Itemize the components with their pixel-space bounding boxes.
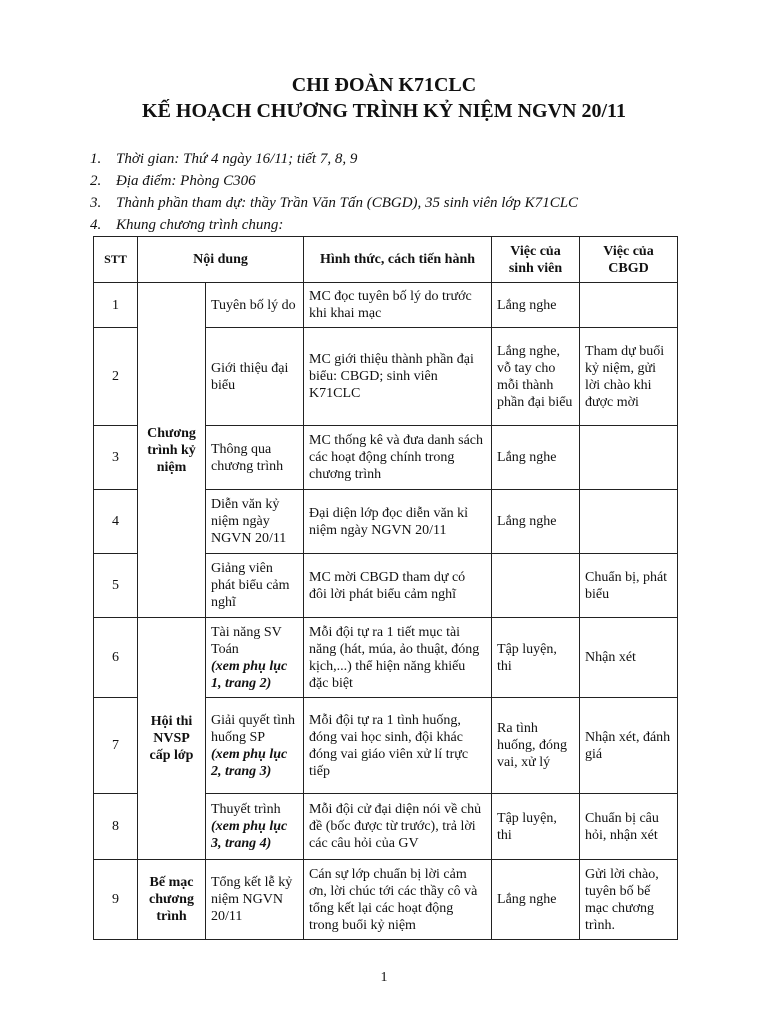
row-stt: 3 [94,426,138,490]
header-student: Việc của sinh viên [492,237,580,283]
info-item-participants [90,192,578,214]
row-stt: 4 [94,490,138,554]
row-student: Ra tình huống, đóng vai, xử lý [492,698,580,794]
header-teacher: Việc của CBGD [580,237,678,283]
row-item [206,698,304,794]
row-stt: 5 [94,554,138,618]
row-method: Cán sự lớp chuẩn bị lời cảm ơn, lời chúc tới các thầy cô và tổng kết lại các hoạt động trong buổi kỷ niệm [304,860,492,940]
row-item: Giới thiệu đại biểu [206,328,304,426]
row-teacher: Chuẩn bị, phát biểu [580,554,678,618]
appendix-ref: (xem phụ lục 1, trang 2) [211,658,288,691]
info-list [90,148,578,236]
row-method: Mỗi đội cử đại diện nói về chủ đề (bốc được từ trước), trả lời các câu hỏi của GV [304,794,492,860]
row-item: Diễn văn kỷ niệm ngày NGVN 20/11 [206,490,304,554]
row-teacher [580,426,678,490]
table-header-row [94,237,678,283]
info-text: Thành phần tham dự: thầy Trần Văn Tấn (CBGD), 35 sinh viên lớp K71CLC [116,195,579,211]
header-content: Nội dung [138,237,304,283]
row-method: Đại diện lớp đọc diễn văn kỉ niệm ngày NGVN 20/11 [304,490,492,554]
row-item: Tuyên bố lý do [206,283,304,328]
document-title: CHI ĐOÀN K71CLC [291,74,477,96]
row-item-text: Tài năng SV Toán [211,624,282,657]
info-num: 2. [90,173,102,189]
row-teacher [580,490,678,554]
appendix-ref: (xem phụ lục 2, trang 3) [211,746,288,779]
row-student: Lắng nghe [492,283,580,328]
info-text: Địa điểm: Phòng C306 [116,173,256,189]
table-row [94,283,678,328]
row-stt: 7 [94,698,138,794]
row-method: MC đọc tuyên bố lý do trước khi khai mạc [304,283,492,328]
row-item: Thông qua chương trình [206,426,304,490]
row-teacher: Chuẩn bị câu hỏi, nhận xét [580,794,678,860]
info-item-framework [90,214,578,236]
row-item: Tổng kết lễ kỷ niệm NGVN 20/11 [206,860,304,940]
row-teacher [580,283,678,328]
row-student [492,554,580,618]
group-label: Bế mạc chương trình [138,860,206,940]
row-method: Mỗi đội tự ra 1 tiết mục tài năng (hát, múa, ảo thuật, đóng kịch,...) thể hiện năng khiếu đặc biệt [304,618,492,698]
info-item-time [90,148,578,170]
row-item-text: Giải quyết tình huống SP [211,712,295,745]
row-method: MC thống kê và đưa danh sách các hoạt động chính trong chương trình [304,426,492,490]
row-item [206,618,304,698]
page-number: 1 [380,970,388,985]
info-text: Thời gian: Thứ 4 ngày 16/11; tiết 7, 8, 9 [116,151,358,167]
row-student: Lắng nghe, vỗ tay cho mỗi thành phần đại biểu [492,328,580,426]
table-row [94,618,678,698]
row-stt: 9 [94,860,138,940]
group-label: Chương trình kỷ niệm [138,283,206,618]
row-student: Lắng nghe [492,860,580,940]
row-item [206,794,304,860]
row-teacher: Nhận xét, đánh giá [580,698,678,794]
row-stt: 1 [94,283,138,328]
row-student: Lắng nghe [492,490,580,554]
row-stt: 2 [94,328,138,426]
document-subtitle: KẾ HOẠCH CHƯƠNG TRÌNH KỶ NIỆM NGVN 20/11 [142,100,626,122]
appendix-ref: (xem phụ lục 3, trang 4) [211,819,288,851]
row-student: Lắng nghe [492,426,580,490]
row-student: Tập luyện, thi [492,794,580,860]
program-table [93,236,678,940]
row-item-text: Thuyết trình [211,802,281,817]
row-method: MC mời CBGD tham dự có đôi lời phát biểu cảm nghĩ [304,554,492,618]
row-student: Tập luyện, thi [492,618,580,698]
info-num: 4. [90,217,102,233]
row-method: MC giới thiệu thành phần đại biểu: CBGD; sinh viên K71CLC [304,328,492,426]
info-num: 3. [90,195,102,211]
info-item-location [90,170,578,192]
row-teacher: Tham dự buổi kỷ niệm, gửi lời chào khi được mời [580,328,678,426]
header-method: Hình thức, cách tiến hành [304,237,492,283]
row-item: Giảng viên phát biểu cảm nghĩ [206,554,304,618]
row-teacher: Nhận xét [580,618,678,698]
row-stt: 6 [94,618,138,698]
row-stt: 8 [94,794,138,860]
row-teacher: Gửi lời chào, tuyên bố bế mạc chương trình. [580,860,678,940]
table-row [94,860,678,940]
info-num: 1. [90,151,102,167]
row-method: Mỗi đội tự ra 1 tình huống, đóng vai học sinh, đội khác đóng vai giáo viên xử lí trực tiếp [304,698,492,794]
group-label: Hội thi NVSP cấp lớp [138,618,206,860]
header-stt: STT [94,237,138,283]
info-text: Khung chương trình chung: [116,217,284,233]
